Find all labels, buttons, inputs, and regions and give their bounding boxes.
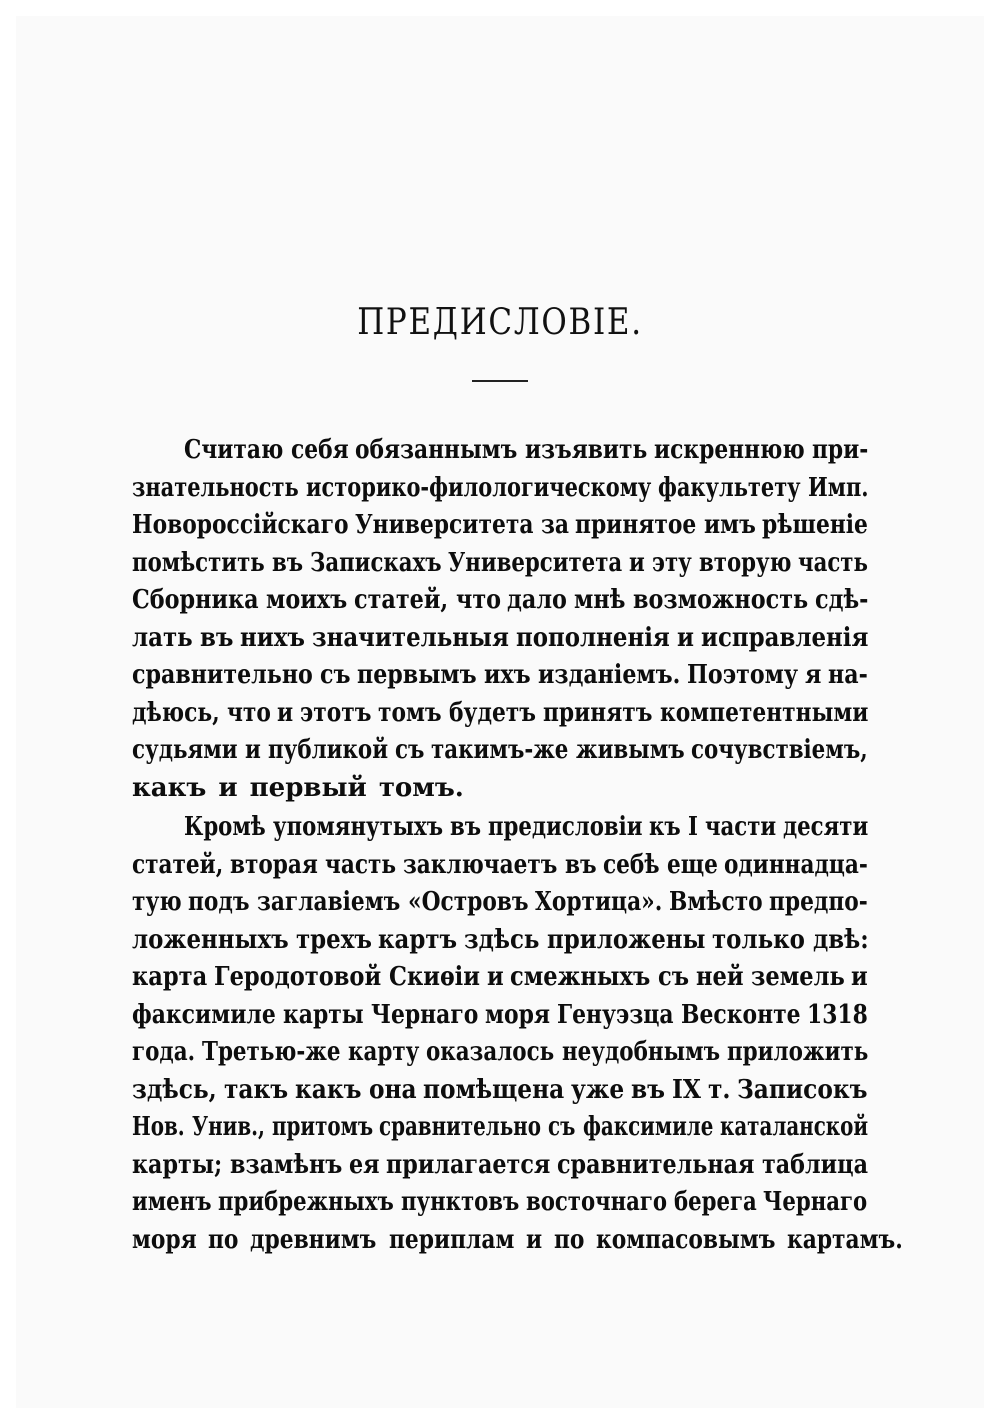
word: Унив., (191, 1112, 265, 1142)
word: и (677, 622, 695, 653)
word: смежныхъ (510, 962, 651, 992)
word: что (226, 697, 271, 728)
word: такимъ-же (431, 735, 569, 765)
word: за (540, 510, 569, 540)
word: Нов. (132, 1112, 185, 1142)
text-line (132, 809, 868, 847)
word: она (368, 1074, 417, 1105)
word: именъ (132, 1187, 212, 1217)
word: здѣсь, (132, 1074, 217, 1105)
word: возможность (632, 585, 808, 615)
word: картамъ. (787, 1224, 904, 1255)
word: въ (631, 1074, 666, 1105)
word: по (554, 1224, 585, 1255)
word: 1318 (807, 999, 869, 1030)
word: первымъ (357, 660, 478, 690)
word: себѣ (603, 849, 660, 880)
word: вторую (699, 547, 792, 578)
word: судьями (132, 735, 238, 765)
word: мнѣ (574, 585, 626, 615)
body-text (132, 432, 904, 1259)
word: Университета (448, 547, 623, 578)
word: Сборника (132, 585, 259, 615)
word: себя (290, 435, 349, 465)
word: подъ (188, 887, 250, 917)
word: съ (319, 660, 351, 690)
word: знательность (132, 472, 299, 503)
text-line (132, 1222, 904, 1260)
word: съ (657, 962, 689, 992)
word: я (804, 660, 822, 690)
word: Хортица». (535, 887, 663, 917)
text-line (132, 1109, 868, 1147)
word: и (245, 735, 261, 765)
word: Генуэзца (557, 999, 674, 1030)
word: Весконте (680, 999, 801, 1030)
word: пунктовъ (400, 1187, 519, 1217)
word: Записокъ (737, 1074, 868, 1105)
text-line (132, 847, 868, 885)
word: Вмѣсто (668, 887, 763, 917)
word: дѣюсь, (132, 697, 220, 728)
word: моихъ (265, 585, 348, 615)
word: моря (485, 999, 551, 1030)
word: таблица (761, 1149, 868, 1180)
word: изданіемъ. (537, 660, 680, 690)
word: лать (132, 622, 193, 653)
word: Имп. (807, 472, 869, 503)
word: притомъ (271, 1112, 373, 1142)
text-line (132, 1147, 868, 1185)
word: какъ (295, 1074, 362, 1105)
word: восточнаго (525, 1187, 668, 1217)
word: ея (348, 1149, 380, 1180)
text-line (132, 620, 868, 658)
word: неудобнымъ (561, 1037, 720, 1067)
word: древнимъ (250, 1224, 377, 1255)
word: и (277, 697, 294, 728)
word: Запискахъ (309, 547, 442, 578)
word: эту (651, 547, 692, 578)
word: Университета (355, 510, 534, 540)
word: карты; (132, 1149, 223, 1180)
word: въ (564, 849, 597, 880)
word: взамѣнъ (229, 1149, 342, 1180)
word: прибрежныхъ (218, 1187, 394, 1217)
word: предисловіи (487, 812, 643, 842)
word: IX (672, 1074, 702, 1105)
word: предпо- (769, 887, 869, 917)
text-line (132, 582, 868, 620)
text-line (132, 1072, 868, 1110)
word: статей, (354, 585, 449, 615)
word: приложить (727, 1037, 869, 1067)
word: упомянутыхъ (272, 812, 443, 842)
word: сравнительно (379, 1112, 542, 1142)
word: десяти (782, 812, 869, 842)
word: компетентными (659, 697, 869, 728)
text-line (132, 959, 868, 997)
word: и (851, 962, 869, 992)
word: оказалось (426, 1037, 555, 1067)
word: ней (696, 962, 744, 992)
word: томъ (378, 697, 442, 728)
word: часть (325, 849, 397, 880)
word: Третью-же (202, 1037, 341, 1067)
word: дало (507, 585, 568, 615)
word: здѣсь (464, 924, 540, 955)
text-line (132, 545, 868, 583)
word: периплам (388, 1224, 515, 1255)
word: приложены (547, 924, 706, 955)
word: факультету (658, 472, 801, 503)
word: въ (449, 812, 481, 842)
word: одиннадца- (724, 849, 869, 880)
word: сдѣ- (814, 585, 869, 615)
word: этотъ (300, 697, 372, 728)
page-title: ПРЕДИСЛОВІЕ. (357, 302, 643, 343)
word: какъ (132, 772, 207, 803)
word: прилагается (386, 1149, 551, 1180)
word: картъ (378, 924, 458, 955)
text-line (132, 657, 868, 695)
word: уже (571, 1074, 625, 1105)
word: Считаю (184, 435, 284, 465)
text-line (132, 770, 868, 808)
text-line (132, 997, 868, 1035)
word: принятъ (542, 697, 653, 728)
word: года. (132, 1037, 196, 1067)
word: что (455, 585, 501, 615)
word: принятое (575, 510, 697, 540)
word: Геродотовой (214, 962, 382, 992)
word: и (218, 772, 238, 803)
word: будетъ (448, 697, 536, 728)
word: помѣстить (132, 547, 265, 578)
word: факсимиле (132, 999, 276, 1030)
word: съ (394, 735, 425, 765)
word: I (688, 812, 699, 842)
word: факсимиле (582, 1112, 714, 1142)
word: пополненія (516, 622, 671, 653)
text-line (132, 1034, 868, 1072)
word: трехъ (295, 924, 372, 955)
word: еще (666, 849, 718, 880)
word: Чернаго (763, 1187, 868, 1217)
word: историко-филологическому (305, 472, 652, 503)
word: и (486, 962, 504, 992)
text-line (132, 470, 868, 508)
word: карта (132, 962, 208, 992)
word: вторая (230, 849, 319, 880)
word: карты (282, 999, 364, 1030)
word: помѣщена (423, 1074, 565, 1105)
word: двѣ: (812, 924, 869, 955)
word: къ (649, 812, 681, 842)
word: части (704, 812, 777, 842)
word: и (629, 547, 646, 578)
word: компасовымъ (596, 1224, 776, 1255)
word: тую (132, 887, 182, 917)
word: «Островъ (407, 887, 529, 917)
word: рѣшеніе (762, 510, 869, 540)
paragraph (132, 809, 904, 1259)
word: при- (811, 435, 869, 465)
word: исправленія (700, 622, 869, 653)
word: сравнительно (132, 660, 313, 690)
word: въ (271, 547, 303, 578)
text-line (132, 507, 868, 545)
word: моря (132, 1224, 197, 1255)
word: томъ. (378, 772, 464, 803)
word: публикой (267, 735, 388, 765)
word: значительныя (312, 622, 510, 653)
word: первый (249, 772, 367, 803)
word: ложенныхъ (132, 924, 289, 955)
word: изъявить (524, 435, 648, 465)
word: заглавіемъ (257, 887, 401, 917)
text-line (132, 695, 868, 733)
word: сравнительная (557, 1149, 755, 1180)
word: имъ (703, 510, 756, 540)
word: сочувствіемъ, (691, 735, 868, 765)
word: т. (707, 1074, 731, 1105)
word: такъ (224, 1074, 289, 1105)
word: на- (827, 660, 868, 690)
word: Чернаго (370, 999, 478, 1030)
word: обязаннымъ (355, 435, 518, 465)
word: заключаетъ (403, 849, 558, 880)
word: нихъ (240, 622, 306, 653)
word: карту (347, 1037, 420, 1067)
word: статей, (132, 849, 224, 880)
word: по (208, 1224, 239, 1255)
word: земель (750, 962, 845, 992)
word: въ (199, 622, 234, 653)
title-rule (472, 380, 528, 382)
word: съ (548, 1112, 576, 1142)
text-line (132, 1184, 868, 1222)
text-line (132, 922, 868, 960)
word: Поэтому (686, 660, 798, 690)
text-line (132, 732, 868, 770)
word: ихъ (483, 660, 531, 690)
word: и (526, 1224, 543, 1255)
word: часть (798, 547, 869, 578)
word: Скиѳіи (388, 962, 480, 992)
word: живымъ (575, 735, 685, 765)
word: только (712, 924, 806, 955)
text-line (132, 884, 868, 922)
word: искреннюю (654, 435, 805, 465)
word: Кромѣ (184, 812, 266, 842)
text-line (132, 432, 868, 470)
word: Новороссійскаго (132, 510, 349, 540)
paragraph (132, 432, 868, 807)
word: берега (674, 1187, 757, 1217)
word: каталанской (719, 1112, 868, 1142)
